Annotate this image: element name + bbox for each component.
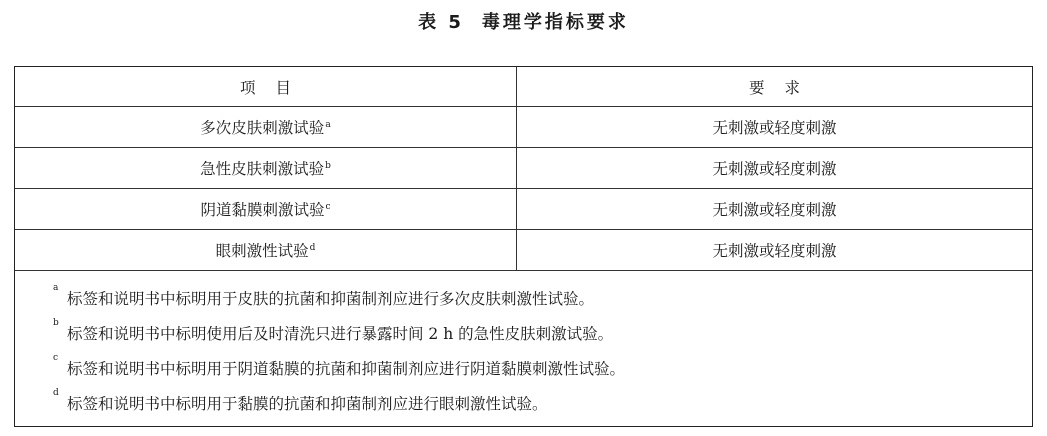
header-item: 项目: [15, 67, 517, 107]
table-row: [15, 148, 1032, 189]
cell-requirement: 无刺激或轻度刺激: [517, 230, 1033, 271]
table-title: [0, 8, 1047, 34]
footnote: d 标签和说明书中标明用于黏膜的抗菌和抑菌制剂应进行眼刺激性试验。: [53, 388, 548, 413]
table-row: [15, 230, 1032, 271]
table-row: [15, 189, 1032, 230]
footnote-mark: c: [325, 202, 331, 212]
footnote-mark: d: [309, 243, 316, 253]
cell-requirement: 无刺激或轻度刺激: [517, 107, 1033, 148]
table-title-text: 毒理学指标要求: [481, 12, 629, 33]
toxicology-table: [15, 67, 1032, 271]
cell-item: 急性皮肤刺激试验$^b$: [15, 148, 517, 189]
cell-requirement: 无刺激或轻度刺激: [517, 189, 1033, 230]
footnote-mark: b: [325, 161, 331, 171]
footnote-mark: a: [325, 120, 331, 130]
footnote: b 标签和说明书中标明使用后及时清洗只进行暴露时间 2 h 的急性皮肤刺激试验。: [53, 318, 614, 343]
table-number: 表 5: [418, 12, 464, 33]
cell-item: 眼刺激性试验$^d$: [15, 230, 517, 271]
header-requirement: 要求: [517, 67, 1033, 107]
table-row: [15, 107, 1032, 148]
cell-requirement: 无刺激或轻度刺激: [517, 148, 1033, 189]
cell-item: 多次皮肤刺激试验$^a$: [15, 107, 517, 148]
footnote: a 标签和说明书中标明用于皮肤的抗菌和抑菌制剂应进行多次皮肤刺激性试验。: [53, 283, 595, 308]
table-header-row: [15, 67, 1032, 107]
table-frame: [14, 66, 1033, 427]
footnote: c 标签和说明书中标明用于阴道黏膜的抗菌和抑菌制剂应进行阴道黏膜刺激性试验。: [53, 353, 626, 378]
cell-item: 阴道黏膜刺激试验$^c$: [15, 189, 517, 230]
